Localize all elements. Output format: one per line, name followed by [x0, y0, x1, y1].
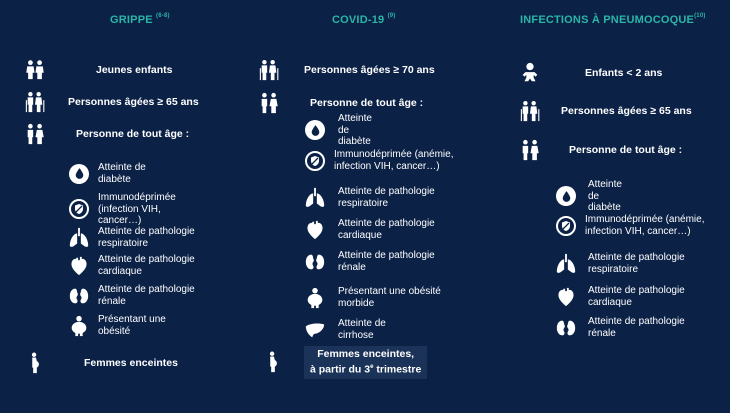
condition-label: Atteinte de diabète: [338, 113, 372, 147]
condition-row: [555, 179, 622, 214]
group-row: [24, 123, 189, 145]
drop-icon: [68, 163, 90, 185]
condition-label: Immunodéprimée (anémie, infection VIH, cancer…): [334, 149, 454, 172]
condition-label: Atteinte de pathologie rénale: [338, 250, 435, 273]
lungs-icon: [304, 187, 326, 209]
drop-icon: [555, 185, 577, 207]
condition-row: [555, 214, 727, 237]
footer-row: [24, 352, 178, 374]
condition-label: Atteinte de cirrhose: [338, 318, 386, 341]
children-icon: [24, 59, 46, 81]
elderly-couple-icon: [24, 91, 46, 113]
drop-icon: [304, 119, 326, 141]
condition-row: [304, 250, 448, 273]
group-label: Personnes âgées ≥ 65 ans: [68, 96, 199, 108]
condition-row: [304, 186, 448, 209]
pregnant-woman-icon: [262, 351, 284, 373]
shield-icon: [555, 215, 577, 237]
group-row: [258, 59, 435, 81]
group-row: [519, 62, 662, 84]
condition-label: Immunodéprimée (anémie, infection VIH, cancer…): [585, 214, 705, 237]
kidneys-icon: [304, 251, 326, 273]
lungs-icon: [68, 227, 90, 249]
adults-icon: [519, 139, 541, 161]
condition-row: [304, 113, 372, 148]
group-label: Personne de tout âge :: [569, 144, 683, 156]
group-label: Jeunes enfants: [96, 64, 173, 76]
shield-icon: [68, 198, 90, 220]
kidneys-icon: [555, 317, 577, 339]
group-label: Personnes âgées ≥ 70 ans: [304, 64, 435, 76]
condition-label: Atteinte de pathologie rénale: [98, 284, 195, 307]
condition-row: [304, 218, 448, 241]
condition-row: [68, 254, 208, 277]
elderly-couple-icon: [519, 100, 541, 122]
heart-icon: [304, 219, 326, 241]
condition-label: Atteinte de diabète: [588, 179, 622, 213]
kidneys-icon: [68, 285, 90, 307]
condition-row: [68, 162, 168, 185]
condition-row: [555, 252, 698, 275]
condition-label: Atteinte de pathologie respiratoire: [98, 226, 195, 249]
condition-row: [304, 286, 458, 309]
condition-label: Atteinte de pathologie cardiaque: [98, 254, 195, 277]
condition-label: Atteinte de diabète: [98, 162, 146, 185]
obese-person-icon: [68, 315, 90, 337]
shield-icon: [304, 150, 326, 172]
heart-icon: [68, 255, 90, 277]
condition-row: [304, 149, 474, 172]
group-label: Personnes âgées ≥ 65 ans: [561, 105, 692, 117]
condition-row: [68, 226, 208, 249]
condition-row: [68, 314, 178, 337]
condition-label: Atteinte de pathologie respiratoire: [588, 252, 685, 275]
column-title: INFECTIONS À PNEUMOCOQUE$^{(10)}$: [520, 13, 706, 26]
footer-row: [262, 346, 427, 379]
condition-row: [555, 316, 698, 339]
group-label: Personne de tout âge :: [310, 97, 424, 109]
group-row: [24, 59, 172, 81]
group-row: [24, 91, 199, 113]
condition-label: Présentant une obésité: [98, 314, 166, 337]
condition-label: Atteinte de pathologie cardiaque: [338, 218, 435, 241]
obese-person-icon: [304, 287, 326, 309]
condition-row: [555, 285, 698, 308]
adults-icon: [258, 92, 280, 114]
heart-icon: [555, 286, 577, 308]
lungs-icon: [555, 253, 577, 275]
footer-label: Femmes enceintes: [84, 357, 178, 369]
condition-row: [68, 284, 208, 307]
baby-icon: [519, 62, 541, 84]
group-row: [258, 92, 423, 114]
condition-label: Atteinte de pathologie rénale: [588, 316, 685, 339]
condition-row: [304, 318, 398, 341]
column-title: COVID-19 $^{(9)}$: [332, 13, 396, 26]
condition-label: Atteinte de pathologie cardiaque: [588, 285, 685, 308]
condition-label: Atteinte de pathologie respiratoire: [338, 186, 435, 209]
column-title: GRIPPE $^{(6-8)}$: [110, 13, 170, 26]
pregnant-woman-icon: [24, 352, 46, 374]
elderly-couple-icon: [258, 59, 280, 81]
condition-row: [68, 192, 190, 227]
footer-label: Femmes enceintes, à partir du 3e trimestre: [304, 346, 427, 379]
adults-icon: [24, 123, 46, 145]
liver-icon: [304, 319, 326, 341]
group-label: Personne de tout âge :: [76, 128, 190, 140]
group-label: Enfants < 2 ans: [585, 67, 663, 79]
condition-label: Immunodéprimée (infection VIH, cancer…): [98, 192, 176, 226]
condition-label: Présentant une obésité morbide: [338, 286, 441, 309]
group-row: [519, 100, 692, 122]
group-row: [519, 139, 682, 161]
